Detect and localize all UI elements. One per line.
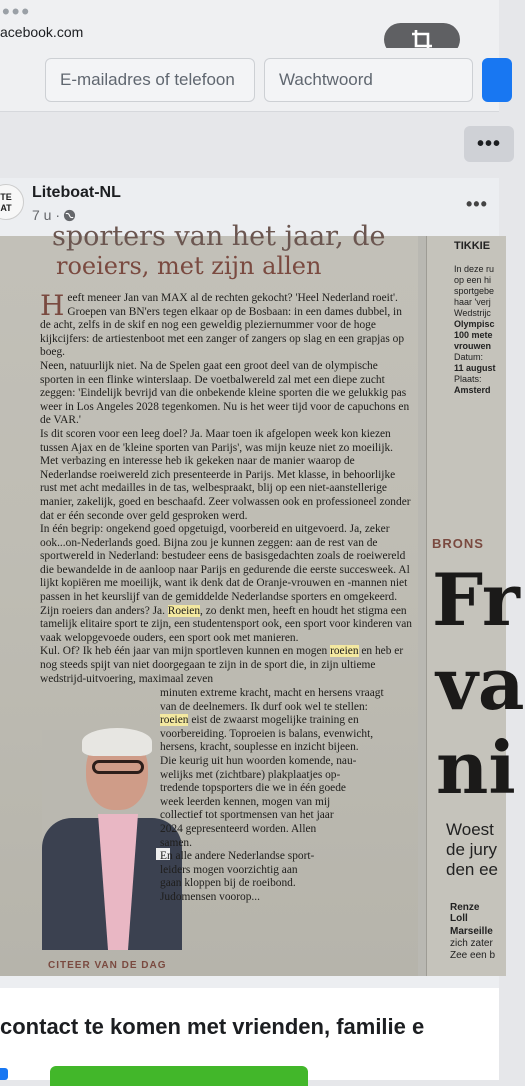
- highlight-roeien: roeien: [160, 714, 189, 727]
- article-paragraph: Met verbazing en interesse heb ik gekeken naar de manier waarop de Nederlandse roeiwereld zich presenteerde in Parijs. Met klasse, in behoorlijke rust met acht medailles in de tas, welbespraakt, blij op een niet-aanstellerige manier, zakelijk, goed en beschaafd. Zeer volwassen ook en professioneel zonder dat er één seconde over geld gesproken werd.: [40, 455, 411, 522]
- login-footer-button[interactable]: [0, 1068, 8, 1080]
- password-field[interactable]: [264, 58, 473, 102]
- signup-prompt-text: contact te komen met vrienden, familie e: [0, 1014, 425, 1039]
- password-placeholder: Wachtwoord: [279, 70, 373, 89]
- page-actions-bar: [0, 112, 499, 178]
- side-subhead: Woest de jury den ee: [446, 820, 498, 879]
- side-headline-line: ni: [436, 725, 516, 810]
- globe-icon: [63, 209, 76, 222]
- article-headline: roeiers, met zijn allen: [56, 252, 322, 280]
- browser-menu-dots[interactable]: •••: [2, 0, 32, 24]
- email-field[interactable]: [45, 58, 255, 102]
- side-byline: Renze Loll: [450, 902, 480, 924]
- article-paragraph: Is dit scoren voor een leeg doel? Ja. Maar toen ik afgelopen week kon kiezen tussen Ajax en de 'kleine sporten van Parijs', was mijn keuze niet zo moeilijk.: [40, 427, 394, 454]
- page-name-link[interactable]: Liteboat-NL: [32, 184, 121, 201]
- browser-top-bar: [0, 0, 499, 48]
- article-body-lower: minuten extreme kracht, macht en hersens vraagt van de deelnemers. Ik durf ook wel te stellen: roeien eist de zwaarst mogelijke training en voorbereiding. Toproeien is balans, evenwicht, hersens, kracht, souplesse en inzicht bijeen. Die keurig uit hun woorden komende, nau- welijks met (zichtbare) plakplaatjes op- tredende topsporters die we in één goede week leerden kennen, mogen van mij collectief tot sportmensen van het jaar 2024 gepresenteerd worden. Allen samen. En alle andere Nederlandse sport- leiders mogen voorzichtig aan gaan kloppen bij de roeibond. Judomensen voorop...: [160, 687, 384, 903]
- side-column-text: In deze ru op een hi sportgebe haar 'verj Wedstrijc Olympisc 100 mete vrouwen Datum: 11 august Plaats: Amsterd: [454, 264, 496, 395]
- address-bar-url[interactable]: acebook.com: [0, 24, 84, 40]
- side-column-tag: TIKKIE: [454, 240, 491, 252]
- more-options-button[interactable]: •••: [464, 126, 514, 162]
- post-photo[interactable]: [0, 221, 525, 976]
- login-button[interactable]: [482, 58, 512, 102]
- article-paragraph: Zijn roeiers dan anders? Ja. Roeien, zo denkt men, heeft en houdt het stigma een tamelijk elitaire sport te zijn, een studentensport ook, een sport voor kinderen van vaak welopgevoede ouders, een sport ook met manieren.: [40, 604, 412, 644]
- post-card: [0, 178, 525, 988]
- highlight-roeien: Roeien: [167, 604, 201, 617]
- article-paragraph: Kul. Of? Ik heb één jaar van mijn sportleven kunnen en mogen roeien en heb er nog steeds spijt van niet doorgegaan te zijn in de sport die, in zijn ultieme wedstrijd-uitvoering, maximaal zeven: [40, 645, 404, 685]
- side-headline-line: va: [436, 641, 525, 726]
- login-bar: [0, 48, 499, 112]
- article-headline-top: sporters van het jaar, de: [52, 221, 386, 252]
- side-section-label: BRONS: [432, 536, 484, 551]
- email-placeholder: E-mailadres of telefoon: [60, 70, 235, 89]
- bottom-caption: CITEER VAN DE DAG: [48, 960, 167, 971]
- page-avatar[interactable]: TE AT: [0, 184, 24, 220]
- article-paragraph: Heeft meneer Jan van MAX al de rechten gekocht? 'Heel Nederland roeit'. Groepen van BN'ers tegen elkaar op de Bosbaan: in een dames dubbel, in de acht, zelfs in de skif en nog een geweldig pleziernummer voor de hoge kijkcijfers: de artiestenboot met een zanger of zangers op slag en een grapjas op boeg.: [40, 289, 405, 359]
- article-paragraph: In één begrip: ongekend goed opgetuigd, voorbereid en uitgevoerd. Ja, zeker ook...on-Nederlands goed. Bijna zou je kunnen zeggen: aan de rest van de sportwereld in Nederland: bestudeer eens de basisgedachten zoals de roeiwereld die bewandelde in de aanloop naar Parijs en gedurende die eerste succesweek. Al lijkt kopiëren me moeilijk, want ik denk dat de Oranje-vrouwen en -mannen niet passen in het keurslijf van de gemiddelde Nederlandse sporters en omgekeerd.: [40, 523, 410, 604]
- article-paragraph: Neen, natuurlijk niet. Na de Spelen gaat een groot deel van de olympische sporten in een flinke winterslaap. De voetbalwereld zal met een diepe zucht zeggen: 'Eindelijk bevrijd van die onbekende kleine sporten die we gelukkig pas weer in Los Angeles 2028 tegenkomen. Nu is het weer tijd voor de capuchons en de VAR.': [40, 359, 410, 427]
- side-body: Marseille zich zater Zee een b: [450, 926, 496, 961]
- post-time[interactable]: 7 u ·: [32, 207, 61, 223]
- create-account-button[interactable]: [50, 1066, 308, 1086]
- side-headline-line: Fr: [432, 557, 520, 642]
- dropcap: H: [40, 289, 65, 322]
- article-body: [40, 289, 412, 686]
- highlight-roeien: roeien: [330, 645, 359, 658]
- signup-footer: [0, 988, 499, 1080]
- post-more-button[interactable]: •••: [466, 194, 488, 214]
